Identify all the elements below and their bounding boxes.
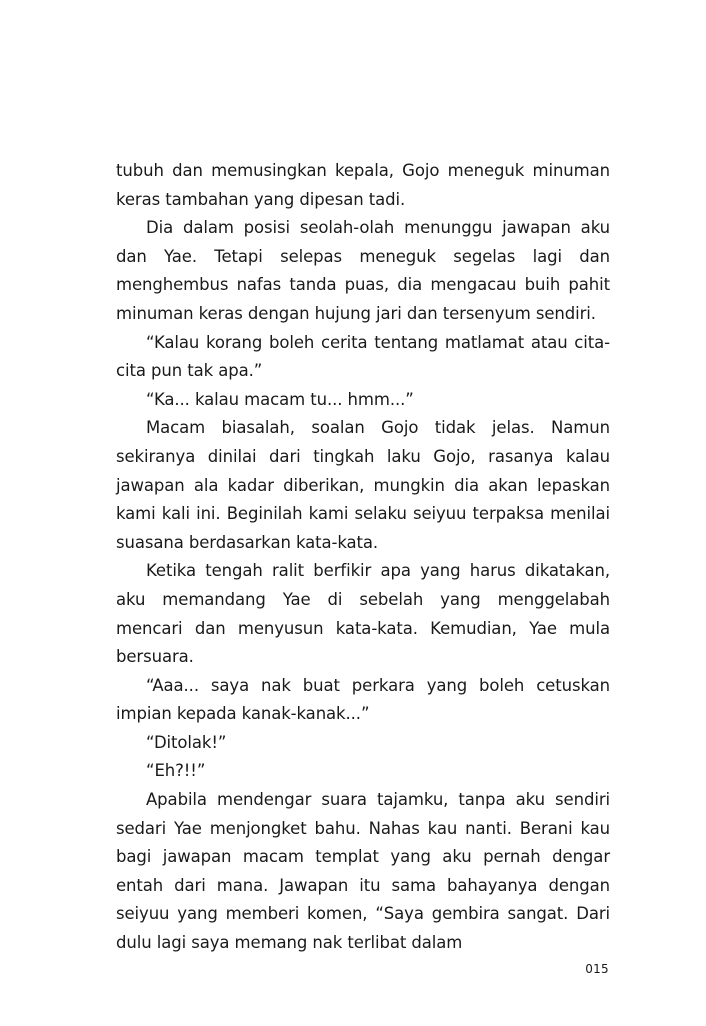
page-body-text [116, 157, 610, 958]
paragraph-dialogue: “Aaa... saya nak buat perkara yang boleh cetuskan impian kepada kanak-kanak...” [116, 675, 610, 724]
paragraph: Apabila mendengar suara tajamku, tanpa aku sendiri sedari Yae menjongket bahu. Nahas kau nanti. Berani kau bagi jawapan macam templat yang aku pernah dengar entah dari mana. Jawapan itu sama bahayanya dengan seiyuu yang memberi komen, “Saya gembira sangat. Dari dulu lagi saya memang nak terlibat dalam [116, 790, 610, 953]
paragraph: Macam biasalah, soalan Gojo tidak jelas. Namun sekiranya dinilai dari tingkah laku Gojo, rasanya kalau jawapan ala kadar diberikan, mungkin dia akan lepaskan kami kali ini. Beginilah kami selaku seiyuu terpaksa menilai suasana berdasarkan kata-kata. [116, 418, 610, 552]
page-number: 015 [585, 962, 609, 976]
paragraph-dialogue: “Eh?!!” [146, 761, 206, 781]
paragraph: Dia dalam posisi seolah-olah menunggu jawapan aku dan Yae. Tetapi selepas meneguk segelas lagi dan menghembus nafas tanda puas, dia mengacau buih pahit minuman keras dengan hujung jari dan tersenyum sendiri. [116, 218, 610, 323]
paragraph-dialogue: “Kalau korang boleh cerita tentang matlamat atau cita-cita pun tak apa.” [116, 332, 610, 381]
paragraph-dialogue: “Ditolak!” [146, 732, 227, 752]
paragraph-dialogue: “Ka... kalau macam tu... hmm...” [146, 389, 414, 409]
paragraph-continued: tubuh dan memusingkan kepala, Gojo meneguk minuman keras tambahan yang dipesan tadi. [116, 161, 610, 209]
paragraph: Ketika tengah ralit berfikir apa yang harus dikatakan, aku memandang Yae di sebelah yang menggelabah mencari dan menyusun kata-kata. Kemudian, Yae mula bersuara. [116, 561, 610, 667]
